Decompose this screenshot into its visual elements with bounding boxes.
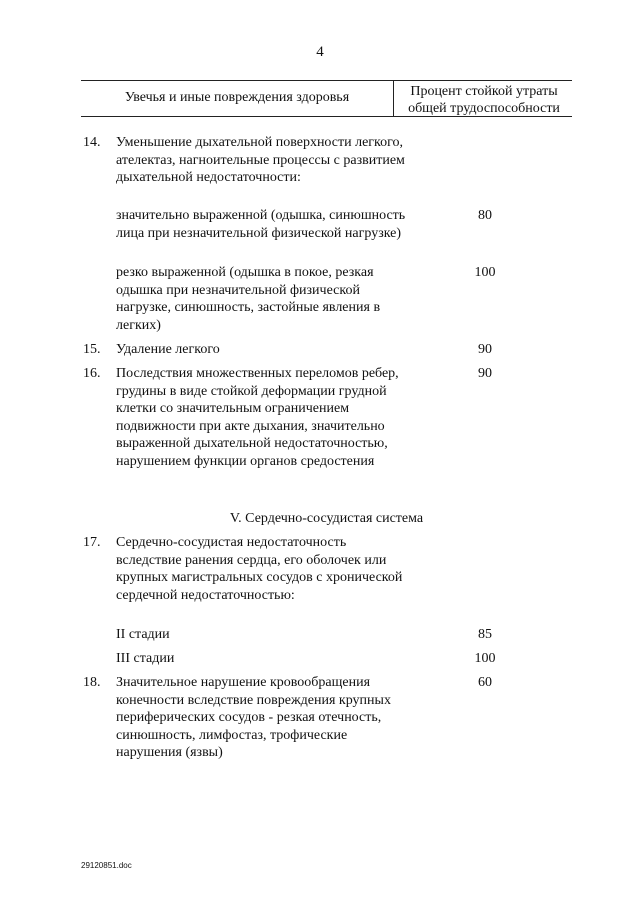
header-injury-column: Увечья и иные повреждения здоровья bbox=[124, 90, 350, 105]
header-percent-column: Процент стойкой утраты общей трудоспособности bbox=[408, 84, 560, 116]
page-number: 4 bbox=[316, 44, 324, 60]
item-text: Значительное нарушение кровообращения конечности вследствие повреждения крупных периферических сосудов - резкая отечность, синюшность, лимфостаз, трофические нарушения (язвы) bbox=[116, 675, 391, 760]
section-heading: V. Сердечно-сосудистая система bbox=[229, 511, 424, 526]
item-number: 17. bbox=[83, 535, 101, 550]
item-percent: 80 bbox=[478, 208, 492, 223]
item-text: резко выраженной (одышка в покое, резкая одышка при незначительной физической нагрузке, синюшность, застойные явления в легких) bbox=[116, 265, 381, 333]
item-percent: 60 bbox=[478, 675, 492, 690]
item-percent: 100 bbox=[474, 651, 496, 666]
item-number: 18. bbox=[83, 675, 101, 690]
item-percent: 85 bbox=[478, 627, 492, 642]
item-text: Последствия множественных переломов ребер, грудины в виде стойкой деформации грудной клетки со значительным ограничением подвижности при акте дыхания, значительно выраженной дыхательной недостаточностью, нарушением функции органов средостения bbox=[116, 366, 399, 469]
item-text: Сердечно-сосудистая недостаточность вследствие ранения сердца, его оболочек или крупных магистральных сосудов с хронической сердечной недостаточностью: bbox=[116, 535, 403, 603]
item-text: Удаление легкого bbox=[116, 342, 220, 357]
item-text: III стадии bbox=[116, 651, 175, 666]
item-percent: 90 bbox=[478, 342, 492, 357]
table-header-top-rule bbox=[81, 80, 572, 81]
item-percent: 100 bbox=[474, 265, 496, 280]
item-number: 14. bbox=[83, 135, 101, 150]
item-text: значительно выраженной (одышка, синюшность лица при незначительной физической нагрузке) bbox=[116, 208, 406, 241]
table-header-column-divider bbox=[393, 80, 394, 116]
item-text: Уменьшение дыхательной поверхности легкого, ателектаз, нагноительные процессы с развитием дыхательной недостаточности: bbox=[116, 135, 405, 185]
item-percent: 90 bbox=[478, 366, 492, 381]
item-number: 15. bbox=[83, 342, 101, 357]
item-number: 16. bbox=[83, 366, 101, 381]
document-filename: 29120851.doc bbox=[81, 861, 132, 870]
item-text: II стадии bbox=[116, 627, 170, 642]
